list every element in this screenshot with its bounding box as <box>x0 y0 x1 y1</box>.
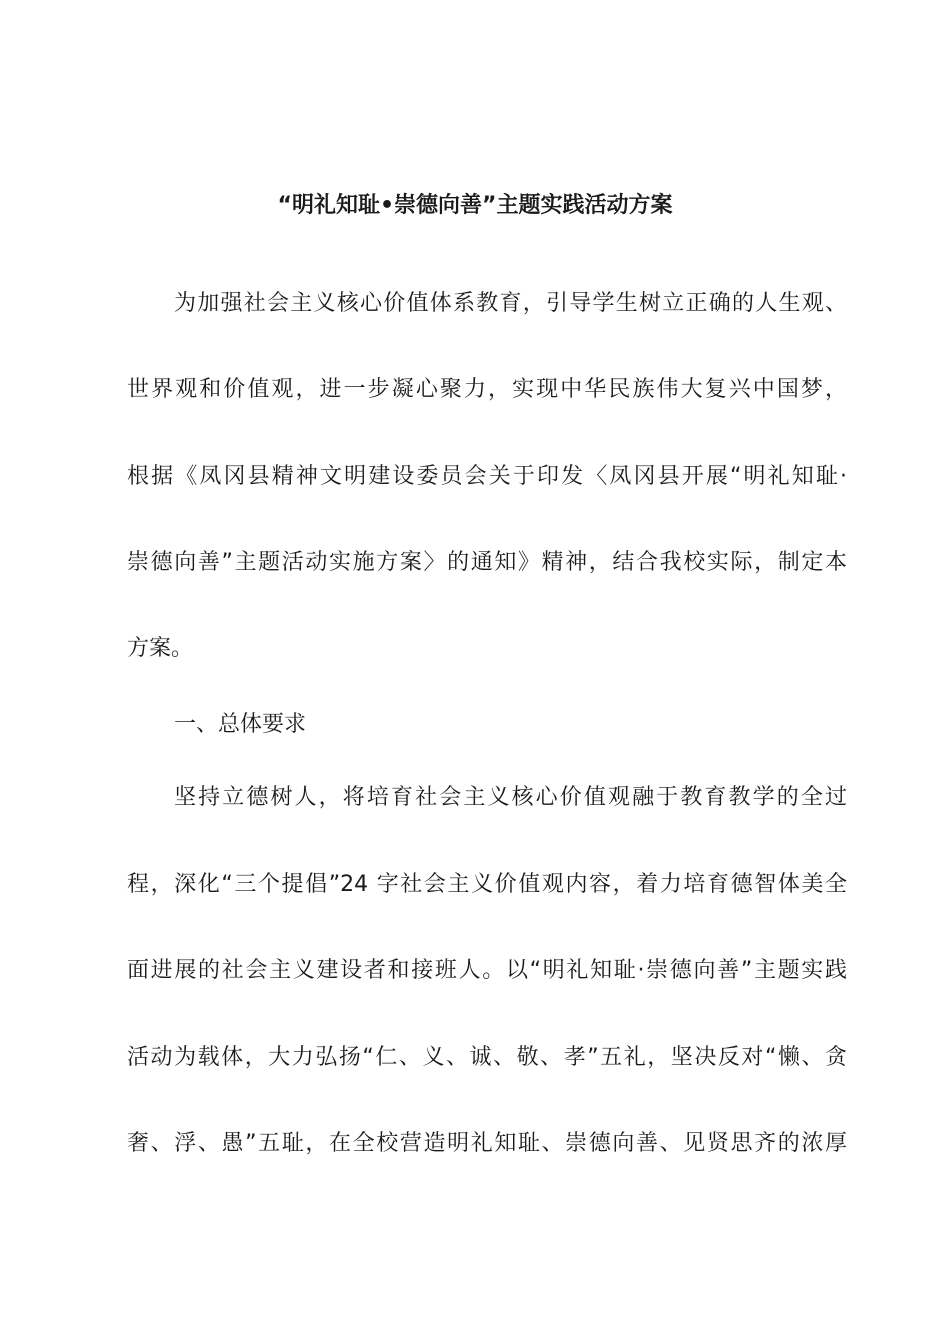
section-heading-1: 一、总体要求 <box>174 712 307 737</box>
paragraph-2-line-4: 活动为载体，大力弘扬“仁、义、诚、敬、孝”五礼，坚决反对“懒、贪 <box>127 1045 847 1070</box>
paragraph-2-line-5: 奢、浮、愚”五耻，在全校营造明礼知耻、崇德向善、见贤思齐的浓厚 <box>127 1131 847 1156</box>
paragraph-1-line-4: 崇德向善”主题活动实施方案〉的通知》精神，结合我校实际，制定本 <box>127 550 847 575</box>
paragraph-2-line-3: 面进展的社会主义建设者和接班人。以“明礼知耻·崇德向善”主题实践 <box>127 958 847 983</box>
paragraph-2-line-2: 程，深化“三个提倡”24 字社会主义价值观内容，着力培育德智体美全 <box>127 872 847 897</box>
document-title: “明礼知耻•崇德向善”主题实践活动方案 <box>277 193 673 218</box>
paragraph-1-line-2: 世界观和价值观，进一步凝心聚力，实现中华民族伟大复兴中国梦， <box>127 377 847 402</box>
paragraph-1-line-3: 根据《凤冈县精神文明建设委员会关于印发〈凤冈县开展“明礼知耻· <box>127 464 847 489</box>
paragraph-2-line-1: 坚持立德树人，将培育社会主义核心价值观融于教育教学的全过 <box>174 785 847 810</box>
paragraph-1-line-1: 为加强社会主义核心价值体系教育，引导学生树立正确的人生观、 <box>174 291 847 316</box>
paragraph-1-line-5: 方案。 <box>127 636 194 661</box>
